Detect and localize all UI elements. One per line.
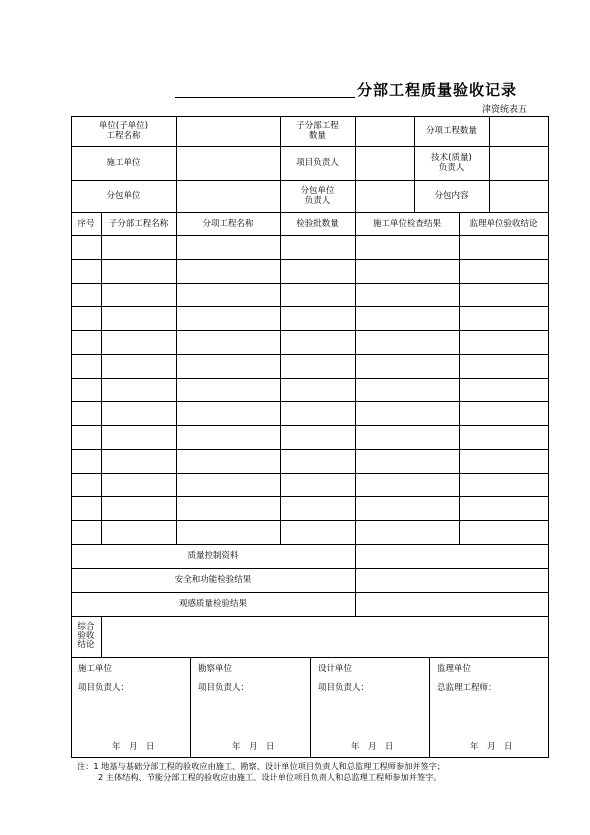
table-cell[interactable] — [101, 473, 176, 497]
form-code: 津资统表五 — [482, 105, 528, 115]
table-cell[interactable] — [101, 283, 176, 307]
grid-line — [310, 657, 311, 758]
table-cell[interactable] — [71, 496, 101, 520]
title-underline — [175, 97, 355, 98]
table-cell[interactable] — [176, 235, 280, 259]
table-cell[interactable] — [459, 496, 548, 520]
table-cell[interactable] — [101, 378, 176, 402]
table-cell[interactable] — [101, 425, 176, 449]
signature-person-label: 总监理工程师： — [437, 683, 497, 693]
table-cell[interactable] — [280, 235, 355, 259]
table-cell[interactable] — [280, 496, 355, 520]
table-cell[interactable] — [101, 235, 176, 259]
table-cell[interactable] — [71, 330, 101, 354]
table-cell[interactable] — [459, 449, 548, 473]
table-cell[interactable] — [280, 283, 355, 307]
table-cell[interactable] — [459, 425, 548, 449]
table-cell[interactable] — [71, 378, 101, 402]
table-cell[interactable] — [355, 354, 459, 378]
quality-data-field[interactable] — [355, 544, 548, 568]
table-cell[interactable] — [459, 259, 548, 283]
table-cell[interactable] — [280, 449, 355, 473]
tech-manager-label: 技术(质量) 负责人 — [431, 153, 472, 173]
signature-unit-label: 施工单位 — [78, 664, 113, 674]
table-cell[interactable] — [101, 496, 176, 520]
subcontract-content-field[interactable] — [489, 180, 548, 212]
signature-unit-label: 监理单位 — [437, 664, 472, 674]
unit-name-field[interactable] — [176, 116, 280, 146]
conclusion-field[interactable] — [101, 616, 548, 657]
safety-results-field[interactable] — [355, 568, 548, 592]
table-cell[interactable] — [176, 306, 280, 330]
table-cell[interactable] — [355, 259, 459, 283]
appearance-results-label: 观感质量检验结果 — [178, 599, 247, 609]
grid-line — [429, 657, 430, 758]
signature-date: 年 月 日 — [351, 742, 394, 752]
table-cell[interactable] — [280, 473, 355, 497]
table-cell[interactable] — [355, 401, 459, 425]
subcontract-manager-field[interactable] — [355, 180, 414, 212]
table-cell[interactable] — [459, 283, 548, 307]
project-manager-label: 项目负责人 — [296, 158, 339, 168]
table-cell[interactable] — [459, 520, 548, 544]
table-cell[interactable] — [355, 449, 459, 473]
table-cell[interactable] — [71, 473, 101, 497]
column-header-sub-division: 子分部工程名称 — [108, 218, 169, 229]
note-line-2: 2 主体结构、节能分部工程的验收应由施工、设计单位项目负责人和总监理工程师参加并签字。 — [98, 772, 442, 782]
table-cell[interactable] — [176, 259, 280, 283]
unit-name-label: 单位(子单位) 工程名称 — [98, 121, 149, 141]
table-cell[interactable] — [355, 378, 459, 402]
item-count-field[interactable] — [489, 116, 548, 146]
construction-unit-label: 施工单位 — [106, 158, 141, 168]
table-cell[interactable] — [355, 496, 459, 520]
table-cell[interactable] — [355, 306, 459, 330]
safety-results-label: 安全和功能检验结果 — [174, 575, 252, 585]
table-cell[interactable] — [176, 496, 280, 520]
column-header-construction-result: 施工单位检查结果 — [372, 218, 441, 229]
table-cell[interactable] — [280, 520, 355, 544]
table-cell[interactable] — [71, 235, 101, 259]
quality-data-label: 质量控制资料 — [187, 551, 239, 561]
table-cell[interactable] — [280, 259, 355, 283]
table-cell[interactable] — [101, 449, 176, 473]
table-cell[interactable] — [71, 449, 101, 473]
table-cell[interactable] — [355, 235, 459, 259]
item-count-label: 分项工程数量 — [425, 126, 477, 136]
table-cell[interactable] — [71, 306, 101, 330]
table-cell[interactable] — [176, 401, 280, 425]
signature-date: 年 月 日 — [232, 742, 275, 752]
table-cell[interactable] — [355, 425, 459, 449]
sub-division-count-label: 子分部工程 数量 — [296, 121, 339, 141]
column-header-item-name: 分项工程名称 — [202, 218, 254, 229]
table-cell[interactable] — [280, 425, 355, 449]
grid-line — [190, 657, 191, 758]
table-cell[interactable] — [355, 330, 459, 354]
signature-date: 年 月 日 — [112, 742, 155, 752]
table-cell[interactable] — [176, 354, 280, 378]
table-cell[interactable] — [355, 473, 459, 497]
project-manager-field[interactable] — [355, 146, 414, 180]
subcontract-unit-label: 分包单位 — [106, 191, 141, 201]
table-cell[interactable] — [280, 378, 355, 402]
table-cell[interactable] — [280, 330, 355, 354]
subcontract-content-label: 分包内容 — [434, 191, 469, 201]
signature-unit-label: 设计单位 — [318, 664, 353, 674]
table-cell[interactable] — [280, 401, 355, 425]
signature-person-label: 项目负责人： — [198, 683, 250, 693]
table-cell[interactable] — [176, 520, 280, 544]
table-cell[interactable] — [459, 235, 548, 259]
table-cell[interactable] — [71, 259, 101, 283]
table-cell[interactable] — [101, 330, 176, 354]
table-cell[interactable] — [355, 520, 459, 544]
tech-manager-field[interactable] — [489, 146, 548, 180]
table-cell[interactable] — [280, 306, 355, 330]
table-cell[interactable] — [176, 473, 280, 497]
table-cell[interactable] — [459, 306, 548, 330]
sub-division-count-field[interactable] — [355, 116, 414, 146]
column-header-index: 序号 — [77, 218, 95, 229]
conclusion-label: 综合 验收 结论 — [77, 622, 95, 650]
table-cell[interactable] — [459, 401, 548, 425]
table-cell[interactable] — [71, 354, 101, 378]
signature-date: 年 月 日 — [470, 742, 513, 752]
table-cell[interactable] — [176, 283, 280, 307]
table-cell[interactable] — [71, 283, 101, 307]
table-cell[interactable] — [176, 378, 280, 402]
signature-person-label: 项目负责人： — [78, 683, 130, 693]
table-cell[interactable] — [101, 354, 176, 378]
note-line-1: 注：1 地基与基础分部工程的验收应由施工、勘察、设计单位项目负责人和总监理工程师参加并签字； — [77, 761, 446, 771]
table-cell[interactable] — [176, 330, 280, 354]
subcontract-manager-label: 分包单位 负责人 — [300, 186, 335, 206]
table-cell[interactable] — [459, 354, 548, 378]
signature-unit-label: 勘察单位 — [198, 664, 233, 674]
table-cell[interactable] — [459, 473, 548, 497]
table-cell[interactable] — [101, 259, 176, 283]
table-cell[interactable] — [176, 449, 280, 473]
table-cell[interactable] — [459, 378, 548, 402]
table-cell[interactable] — [176, 425, 280, 449]
table-cell[interactable] — [71, 425, 101, 449]
signature-person-label: 项目负责人： — [318, 683, 370, 693]
subcontract-unit-field[interactable] — [176, 180, 280, 212]
table-cell[interactable] — [459, 330, 548, 354]
column-header-supervision-conclusion: 监理单位验收结论 — [469, 218, 538, 229]
table-cell[interactable] — [71, 401, 101, 425]
table-cell[interactable] — [71, 520, 101, 544]
column-header-batch-count: 检验批数量 — [296, 218, 339, 229]
table-cell[interactable] — [101, 520, 176, 544]
table-cell[interactable] — [280, 354, 355, 378]
table-cell[interactable] — [101, 306, 176, 330]
table-cell[interactable] — [355, 283, 459, 307]
table-cell[interactable] — [101, 401, 176, 425]
page-title: 分部工程质量验收记录 — [357, 81, 518, 99]
construction-unit-field[interactable] — [176, 146, 280, 180]
appearance-results-field[interactable] — [355, 592, 548, 616]
